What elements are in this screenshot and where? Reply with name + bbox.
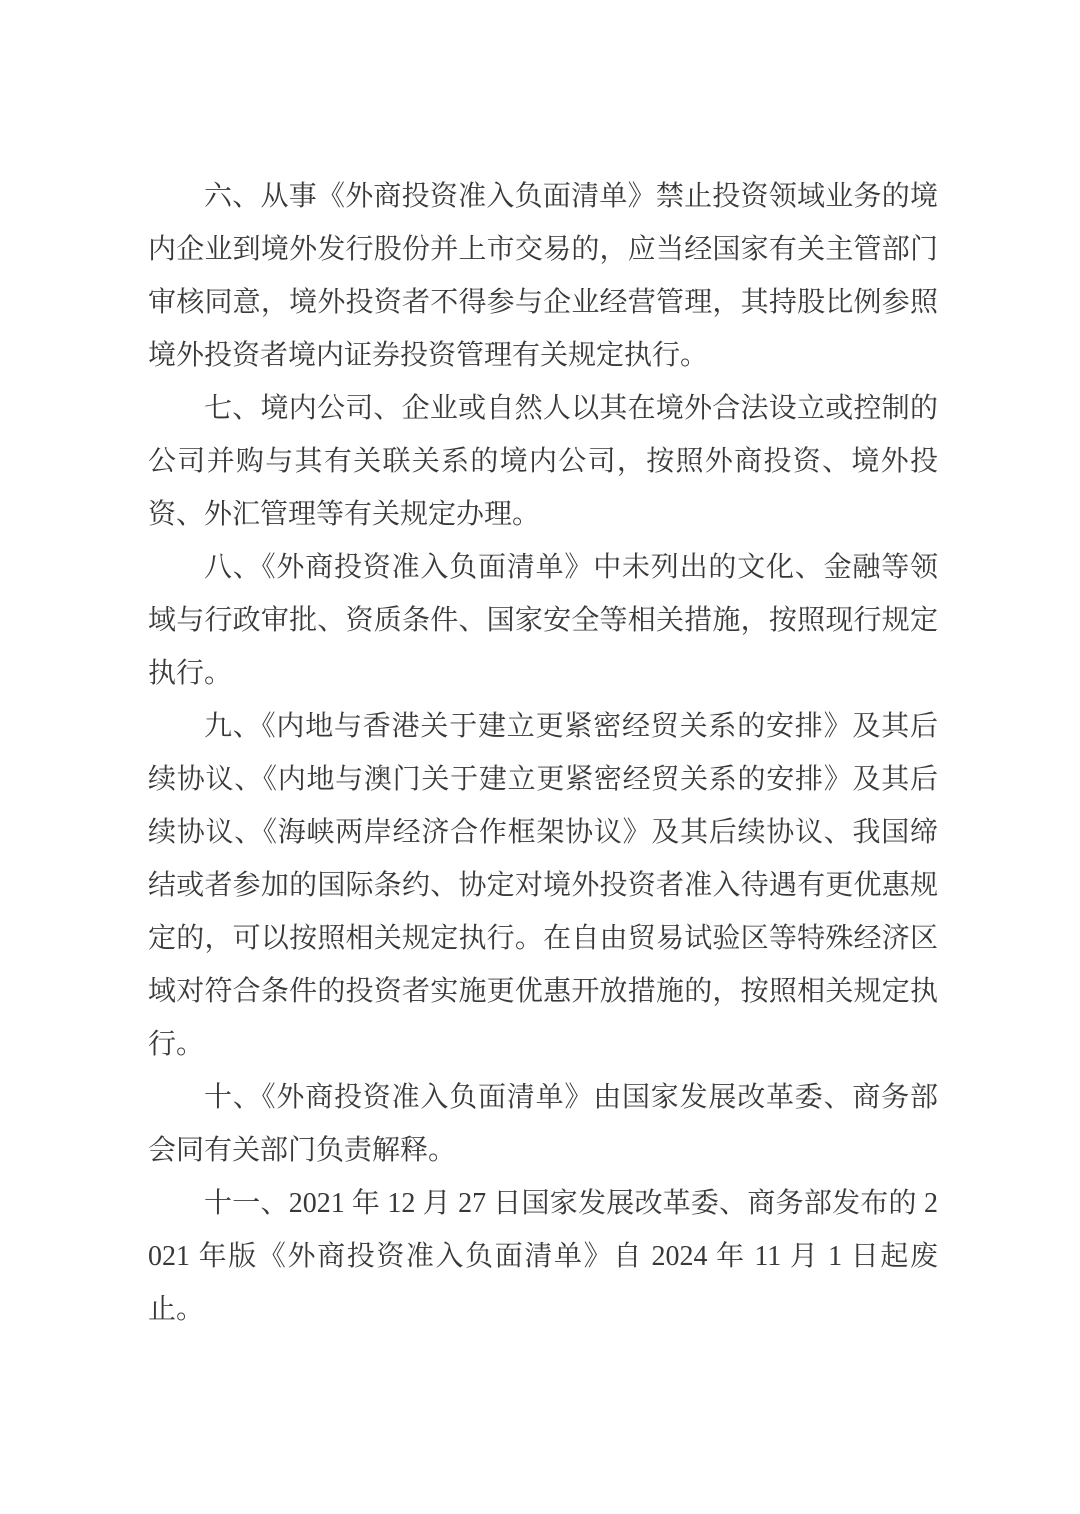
paragraph-item-8: 八、《外商投资准入负面清单》中未列出的文化、金融等领域与行政审批、资质条件、国家安全等相关措施，按照现行规定执行。 bbox=[148, 552, 938, 689]
paragraph-item-6: 六、从事《外商投资准入负面清单》禁止投资领域业务的境内企业到境外发行股份并上市交易的，应当经国家有关主管部门审核同意，境外投资者不得参与企业经营管理，其持股比例参照境外投资者境内证券投资管理有关规定执行。 bbox=[148, 181, 938, 371]
paragraph-item-10: 十、《外商投资准入负面清单》由国家发展改革委、商务部会同有关部门负责解释。 bbox=[148, 1082, 938, 1166]
document-page bbox=[148, 170, 938, 1336]
paragraph-item-7: 七、境内公司、企业或自然人以其在境外合法设立或控制的公司并购与其有关联关系的境内公司，按照外商投资、境外投资、外汇管理等有关规定办理。 bbox=[148, 393, 938, 530]
paragraph-item-11: 十一、2021 年 12 月 27 日国家发展改革委、商务部发布的 2021 年版《外商投资准入负面清单》自 2024 年 11 月 1 日起废止。 bbox=[148, 1188, 938, 1325]
paragraph-item-9: 九、《内地与香港关于建立更紧密经贸关系的安排》及其后续协议、《内地与澳门关于建立更紧密经贸关系的安排》及其后续协议、《海峡两岸经济合作框架协议》及其后续协议、我国缔结或者参加的国际条约、协定对境外投资者准入待遇有更优惠规定的，可以按照相关规定执行。在自由贸易试验区等特殊经济区域对符合条件的投资者实施更优惠开放措施的，按照相关规定执行。 bbox=[148, 711, 938, 1060]
